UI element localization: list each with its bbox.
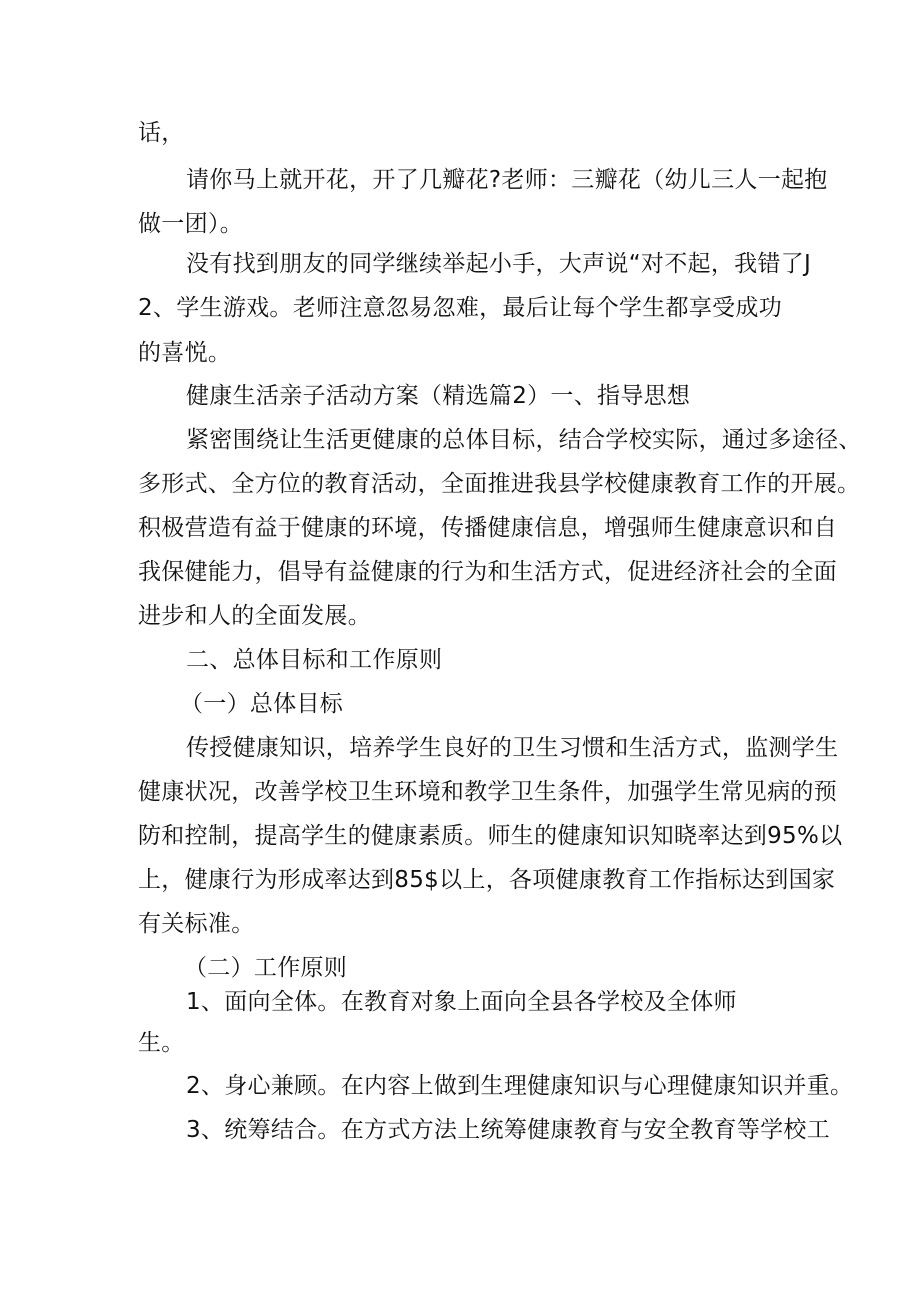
text-line: 紧密围绕让生活更健康的总体目标，结合学校实际，通过多途径、 <box>186 427 862 453</box>
text-line: 我保健能力，倡导有益健康的行为和生活方式，促进经济社会的全面 <box>138 559 837 585</box>
text-line: 积极营造有益于健康的环境，传播健康信息，增强师生健康意识和自 <box>138 515 837 541</box>
text-line: 传授健康知识，培养学生良好的卫生习惯和生活方式，监测学生 <box>186 735 839 761</box>
text-line: 话， <box>138 120 185 146</box>
text-line: 没有找到朋友的同学继续举起小手，大声说“对不起，我错了J <box>186 251 812 277</box>
text-line: 防和控制，提高学生的健康素质。师生的健康知识知晓率达到95%以 <box>138 823 843 849</box>
text-line: 进步和人的全面发展。 <box>138 603 371 629</box>
subsection-heading: （二）工作原则 <box>184 955 348 981</box>
text-line: 生。 <box>138 1030 185 1056</box>
text-line: 2、学生游戏。老师注意忽易忽难，最后让每个学生都享受成功 <box>138 295 783 321</box>
text-line: 做一团）。 <box>138 211 243 237</box>
text-line: 多形式、全方位的教育活动，全面推进我县学校健康教育工作的开展。 <box>138 471 861 497</box>
section-heading: 二、总体目标和工作原则 <box>186 647 443 673</box>
text-line: 请你马上就开花，开了几瓣花?老师：三瓣花（幼儿三人一起抱 <box>186 167 828 193</box>
text-line: 2、身心兼顾。在内容上做到生理健康知识与心理健康知识并重。 <box>186 1073 854 1099</box>
text-line: 3、统筹结合。在方式方法上统筹健康教育与安全教育等学校工 <box>186 1117 831 1143</box>
section-heading: 健康生活亲子活动方案（精选篇2）一、指导思想 <box>186 383 691 409</box>
text-line: 的喜悦。 <box>138 340 232 366</box>
text-line: 1、面向全体。在教育对象上面向全县各学校及全体师 <box>186 989 737 1015</box>
text-line: 有关标准。 <box>138 911 255 937</box>
subsection-heading: （一）总体目标 <box>180 691 344 717</box>
text-line: 健康状况，改善学校卫生环境和教学卫生条件，加强学生常见病的预 <box>138 779 837 805</box>
text-line: 上，健康行为形成率达到85$以上，各项健康教育工作指标达到国家 <box>138 867 836 893</box>
